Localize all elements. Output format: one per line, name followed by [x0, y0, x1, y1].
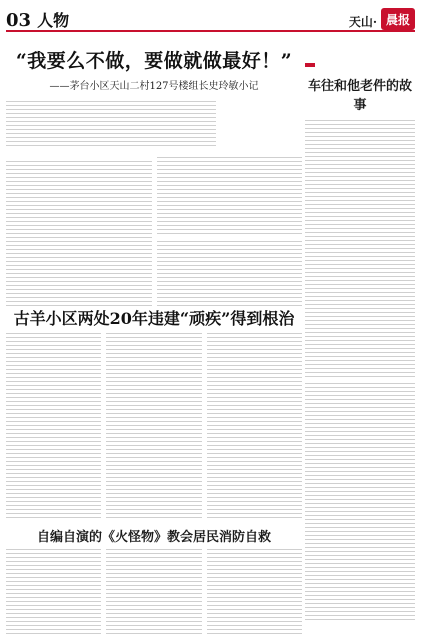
brand — [349, 8, 415, 30]
brand-text: 天山· — [348, 15, 377, 29]
lead-body-text — [157, 154, 303, 234]
sidebar-label — [305, 63, 315, 67]
second-article-body — [6, 330, 302, 520]
lead-body-text — [6, 158, 152, 308]
lead-headline: “我要么不做，要做就做最好！” — [15, 50, 293, 72]
lead-column-1 — [6, 154, 152, 308]
third-column — [6, 546, 101, 636]
third-column — [207, 546, 302, 636]
lead-body-text — [157, 238, 303, 308]
lead-intro-text — [6, 98, 216, 148]
lead-subtitle: ——茅台小区天山二村127号楼组长史玲敏小记 — [49, 81, 259, 92]
sidebar-article — [305, 52, 415, 620]
newspaper-logo: 晨报 — [381, 8, 415, 30]
page-number: 03 — [6, 10, 32, 31]
second-column — [106, 330, 201, 520]
third-article-body — [6, 546, 302, 636]
sidebar-headline: 车往和他老件的故事 — [307, 79, 412, 113]
sidebar-body-text — [305, 380, 415, 620]
lead-columns — [6, 154, 302, 308]
second-headline: 古羊小区两处20年违建“顽疾”得到根治 — [13, 309, 295, 328]
third-headline: 自编自演的《火怪物》教会居民消防自救 — [36, 530, 271, 545]
lead-column-2 — [157, 154, 303, 308]
masthead — [6, 0, 415, 32]
lead-article — [6, 46, 302, 308]
page-heading — [6, 12, 69, 30]
second-column — [207, 330, 302, 520]
third-column — [106, 546, 201, 636]
second-column — [6, 330, 101, 520]
section-name: 人物 — [37, 11, 70, 30]
sidebar-body-text — [305, 117, 415, 377]
